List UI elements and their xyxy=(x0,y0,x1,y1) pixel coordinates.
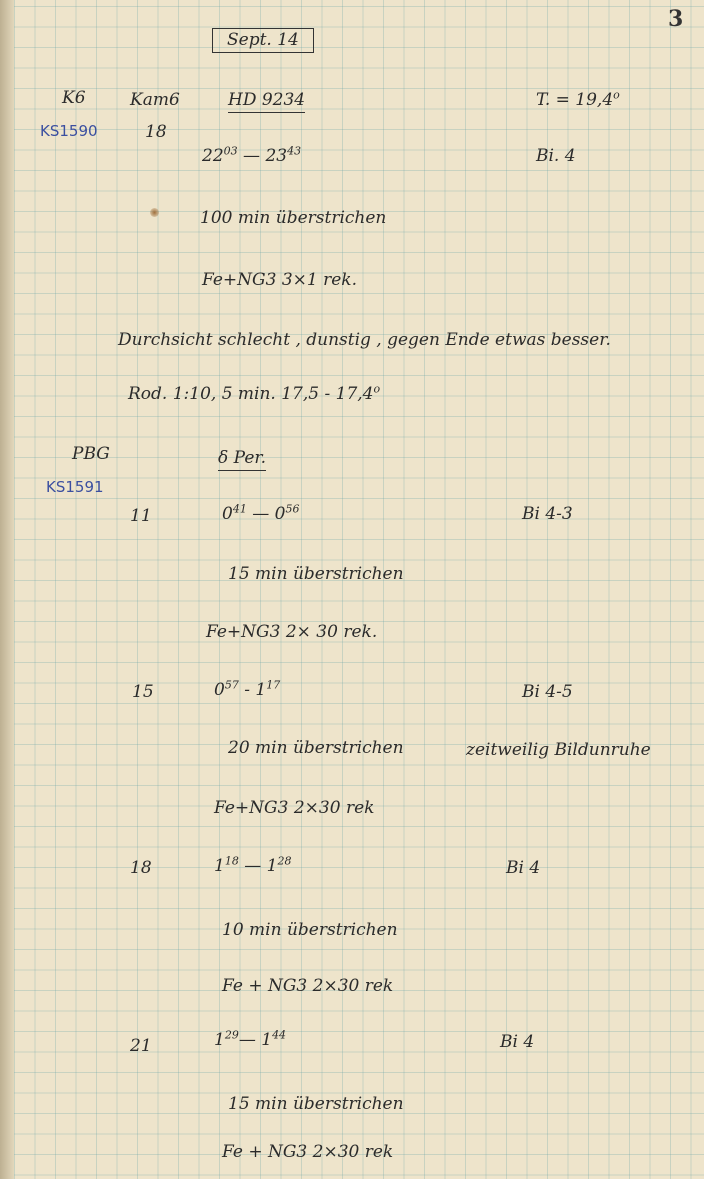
entry-seeing: Bi 4 xyxy=(506,858,541,878)
entry-time-range: $1^{29}—$ $1^{44}$ xyxy=(214,1028,287,1050)
entry-extra-note: zeitweilig Bildunruhe xyxy=(466,740,651,760)
ink-stain xyxy=(150,208,159,217)
block2-target: δ Per. xyxy=(218,450,266,471)
block2-code: PBG xyxy=(72,444,110,464)
entry-exposure: 20 min überstrichen xyxy=(228,738,404,758)
entry-frame: 21 xyxy=(130,1036,152,1056)
notebook-spine xyxy=(0,0,14,1179)
block1-exposure: 100 min überstrichen xyxy=(200,208,387,228)
entry-filter: Fe + NG3 2×30 rek xyxy=(222,1142,394,1162)
block1-code: K6 xyxy=(62,88,86,108)
entry-filter: Fe+NG3 2×30 rek xyxy=(214,798,375,818)
entry-exposure: 15 min überstrichen xyxy=(228,564,404,584)
entry-frame: 11 xyxy=(130,506,152,526)
entry-filter: Fe + NG3 2×30 rek xyxy=(222,976,394,996)
entry-time-range: $1^{18}$ — $1^{28}$ xyxy=(214,854,292,876)
block1-seeing: Bi. 4 xyxy=(536,146,576,166)
block1-time-range: $22^{03}$ — $23^{43}$ xyxy=(202,144,302,166)
entry-seeing: Bi 4-5 xyxy=(522,682,573,702)
entry-seeing: Bi 4-3 xyxy=(522,504,573,524)
block1-plate: KS1590 xyxy=(40,122,98,140)
entry-time-range: $0^{57} - 1^{17}$ xyxy=(214,678,281,700)
block1-sky-note: Durchsicht schlecht , dunstig , gegen Ende etwas besser. xyxy=(118,330,611,350)
entry-exposure: 10 min überstrichen xyxy=(222,920,398,940)
date-box: Sept. 14 xyxy=(212,28,314,53)
block2-plate: KS1591 xyxy=(46,478,104,496)
entry-filter: Fe+NG3 2× 30 rek. xyxy=(206,622,378,642)
block1-rod-note: Rod. 1:10, 5 min. 17,5 - 17,4$^o$ xyxy=(128,382,381,404)
block1-temperature: T. = $19,4^o$ xyxy=(536,88,620,110)
entry-exposure: 15 min überstrichen xyxy=(228,1094,404,1114)
entry-seeing: Bi 4 xyxy=(500,1032,535,1052)
entry-frame: 15 xyxy=(132,682,154,702)
block1-target: HD 9234 xyxy=(228,92,305,113)
block1-frame: 18 xyxy=(145,122,167,142)
block1-run: Kam6 xyxy=(130,90,180,110)
page-number: 3 xyxy=(668,6,684,32)
entry-time-range: $0^{41}$ — $0^{56}$ xyxy=(222,502,300,524)
entry-frame: 18 xyxy=(130,858,152,878)
block1-filter: Fe+NG3 3×1 rek. xyxy=(202,270,358,290)
